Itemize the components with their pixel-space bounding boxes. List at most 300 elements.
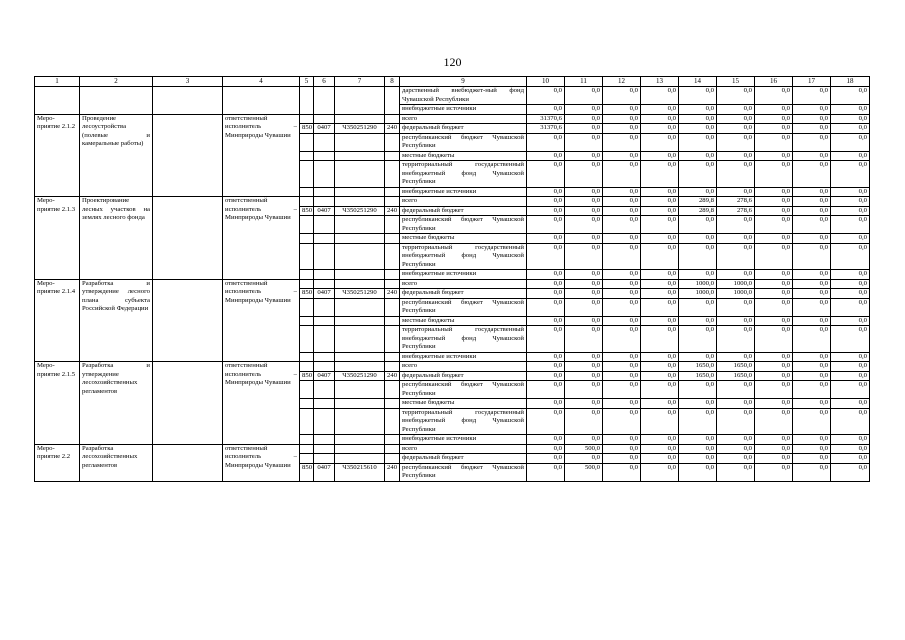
value-cell: 31370,6	[527, 124, 565, 134]
funding-source: всего	[400, 362, 527, 372]
value-cell: 0,0	[831, 133, 870, 151]
value-cell: 0,0	[793, 279, 831, 289]
value-cell: 0,0	[831, 435, 870, 445]
empty-cell	[385, 352, 400, 362]
value-cell: 0,0	[755, 216, 793, 234]
value-cell: 0,0	[565, 161, 603, 188]
value-cell: 0,0	[603, 161, 641, 188]
value-cell: 31370,6	[527, 114, 565, 124]
measure-name: Разработка и утверждение лесного плана субъекта Российской Федерации	[80, 279, 153, 362]
value-cell: 0,0	[565, 316, 603, 326]
column-number: 17	[793, 77, 831, 87]
page-number: 120	[443, 55, 462, 69]
value-cell: 0,0	[641, 87, 679, 105]
funding-source: внебюджетные источники	[400, 435, 527, 445]
empty-cell	[300, 298, 314, 316]
empty-cell	[300, 362, 314, 372]
value-cell: 0,0	[527, 243, 565, 270]
value-cell: 0,0	[793, 381, 831, 399]
empty-cell	[385, 270, 400, 280]
value-cell: 0,0	[793, 187, 831, 197]
table-row	[35, 197, 870, 207]
empty-cell	[300, 197, 314, 207]
value-cell: 0,0	[603, 187, 641, 197]
value-cell: 0,0	[527, 362, 565, 372]
empty-cell	[300, 114, 314, 124]
empty-cell	[314, 133, 335, 151]
value-cell: 0,0	[831, 444, 870, 454]
value-cell: 0,0	[831, 362, 870, 372]
value-cell: 0,0	[527, 161, 565, 188]
value-cell: 0,0	[565, 289, 603, 299]
empty-cell	[314, 326, 335, 353]
value-cell: 0,0	[679, 151, 717, 161]
value-cell: 0,0	[565, 216, 603, 234]
value-cell: 0,0	[793, 234, 831, 244]
value-cell: 289,8	[679, 206, 717, 216]
empty-cell	[335, 316, 385, 326]
empty-cell	[385, 133, 400, 151]
empty-cell	[314, 316, 335, 326]
empty-cell	[385, 326, 400, 353]
value-cell: 0,0	[831, 316, 870, 326]
empty-cell	[385, 151, 400, 161]
measure-name: Разработка и утверждение лесохозяйственных регламентов	[80, 362, 153, 445]
value-cell: 0,0	[641, 435, 679, 445]
empty-cell	[314, 444, 335, 454]
value-cell: 0,0	[603, 289, 641, 299]
value-cell: 0,0	[831, 151, 870, 161]
value-cell: 0,0	[831, 381, 870, 399]
empty-cell	[300, 381, 314, 399]
value-cell: 0,0	[793, 105, 831, 115]
value-cell: 0,0	[641, 289, 679, 299]
funding-source: республиканский бюджет Чувашской Республики	[400, 216, 527, 234]
value-cell: 0,0	[565, 326, 603, 353]
empty-cell	[385, 362, 400, 372]
table-row	[35, 279, 870, 289]
executor: ответственный исполнитель – Минприроды Чувашии	[223, 114, 300, 197]
column-number: 7	[335, 77, 385, 87]
empty-cell	[223, 87, 300, 115]
empty-cell	[300, 444, 314, 454]
funding-source: внебюджетные источники	[400, 105, 527, 115]
value-cell: 0,0	[565, 133, 603, 151]
value-cell: 0,0	[527, 234, 565, 244]
value-cell: 0,0	[679, 161, 717, 188]
value-cell: 0,0	[679, 105, 717, 115]
value-cell: 0,0	[831, 105, 870, 115]
value-cell: 0,0	[717, 463, 755, 481]
value-cell: 0,0	[527, 197, 565, 207]
value-cell: 0,0	[793, 151, 831, 161]
value-cell: 0,0	[793, 298, 831, 316]
value-cell: 0,0	[717, 234, 755, 244]
executor: ответственный исполнитель – Минприроды Чувашии	[223, 279, 300, 362]
value-cell: 0,0	[717, 444, 755, 454]
value-cell: 0,0	[603, 105, 641, 115]
value-cell: 0,0	[755, 234, 793, 244]
column-number-row	[35, 77, 870, 87]
empty-cell	[335, 408, 385, 435]
value-cell: 0,0	[603, 298, 641, 316]
value-cell: 0,0	[793, 114, 831, 124]
empty-cell	[314, 270, 335, 280]
value-cell: 0,0	[565, 87, 603, 105]
empty-cell	[300, 161, 314, 188]
value-cell: 0,0	[793, 243, 831, 270]
value-cell: 0,0	[755, 243, 793, 270]
column-number: 3	[153, 77, 223, 87]
value-cell: 0,0	[603, 316, 641, 326]
value-cell: 0,0	[755, 289, 793, 299]
value-cell: 0,0	[603, 371, 641, 381]
value-cell: 0,0	[793, 133, 831, 151]
value-cell: 0,0	[527, 289, 565, 299]
value-cell: 0,0	[793, 408, 831, 435]
empty-cell	[300, 352, 314, 362]
value-cell: 0,0	[793, 316, 831, 326]
empty-cell	[300, 234, 314, 244]
empty-cell	[314, 408, 335, 435]
value-cell: 0,0	[717, 399, 755, 409]
funding-source: федеральный бюджет	[400, 454, 527, 464]
value-cell: 0,0	[793, 124, 831, 134]
table-row	[35, 87, 870, 105]
funding-source: местные бюджеты	[400, 234, 527, 244]
value-cell: 0,0	[831, 463, 870, 481]
value-cell: 0,0	[755, 187, 793, 197]
empty-cell	[314, 279, 335, 289]
value-cell: 0,0	[603, 243, 641, 270]
value-cell: 0,0	[755, 371, 793, 381]
empty-cell	[335, 87, 385, 115]
value-cell: 0,0	[565, 187, 603, 197]
empty-cell	[314, 399, 335, 409]
value-cell: 0,0	[603, 463, 641, 481]
column-number: 1	[35, 77, 80, 87]
empty-cell	[385, 234, 400, 244]
value-cell: 0,0	[565, 243, 603, 270]
empty-cell	[300, 454, 314, 464]
value-cell: 0,0	[755, 124, 793, 134]
value-cell: 0,0	[641, 114, 679, 124]
empty-cell	[314, 87, 335, 115]
value-cell: 1650,0	[679, 362, 717, 372]
measure-name: Проектирование лесных участков на землях лесного фонда	[80, 197, 153, 280]
value-cell: 0,0	[641, 454, 679, 464]
target-article-code: Ч350251290	[335, 371, 385, 381]
value-cell: 0,0	[603, 435, 641, 445]
column-number: 6	[314, 77, 335, 87]
value-cell: 0,0	[527, 371, 565, 381]
column-number: 13	[641, 77, 679, 87]
column-number: 12	[603, 77, 641, 87]
value-cell: 0,0	[603, 352, 641, 362]
value-cell: 0,0	[641, 371, 679, 381]
value-cell: 0,0	[641, 463, 679, 481]
empty-cell	[153, 87, 223, 115]
value-cell: 0,0	[679, 435, 717, 445]
value-cell: 0,0	[755, 151, 793, 161]
empty-cell	[335, 326, 385, 353]
value-cell: 0,0	[565, 234, 603, 244]
value-cell: 0,0	[755, 399, 793, 409]
empty-cell	[153, 362, 223, 445]
value-cell: 0,0	[527, 326, 565, 353]
expense-type-code: 240	[385, 463, 400, 481]
target-article-code: Ч350251290	[335, 124, 385, 134]
value-cell: 0,0	[755, 279, 793, 289]
value-cell: 0,0	[755, 197, 793, 207]
empty-cell	[335, 187, 385, 197]
empty-cell	[314, 114, 335, 124]
budget-table	[34, 76, 870, 482]
value-cell: 0,0	[565, 206, 603, 216]
value-cell: 0,0	[527, 435, 565, 445]
value-cell: 0,0	[717, 298, 755, 316]
value-cell: 0,0	[831, 352, 870, 362]
value-cell: 0,0	[831, 161, 870, 188]
value-cell: 0,0	[565, 114, 603, 124]
value-cell: 0,0	[793, 87, 831, 105]
value-cell: 0,0	[793, 352, 831, 362]
column-number: 2	[80, 77, 153, 87]
value-cell: 0,0	[565, 362, 603, 372]
value-cell: 0,0	[603, 454, 641, 464]
empty-cell	[385, 316, 400, 326]
value-cell: 0,0	[831, 326, 870, 353]
value-cell: 0,0	[603, 362, 641, 372]
empty-cell	[335, 435, 385, 445]
empty-cell	[335, 454, 385, 464]
value-cell: 0,0	[679, 408, 717, 435]
empty-cell	[335, 243, 385, 270]
value-cell: 0,0	[565, 151, 603, 161]
empty-cell	[335, 197, 385, 207]
value-cell: 0,0	[831, 298, 870, 316]
value-cell: 0,0	[717, 352, 755, 362]
column-number: 9	[400, 77, 527, 87]
funding-source: всего	[400, 197, 527, 207]
value-cell: 500,0	[565, 463, 603, 481]
value-cell: 0,0	[603, 444, 641, 454]
value-cell: 500,0	[565, 444, 603, 454]
measure-name: Проведение лесоустройства (полевые и камеральные работы)	[80, 114, 153, 197]
value-cell: 0,0	[717, 326, 755, 353]
value-cell: 0,0	[831, 243, 870, 270]
grbs-code: 850	[300, 289, 314, 299]
value-cell: 0,0	[831, 114, 870, 124]
value-cell: 0,0	[831, 197, 870, 207]
value-cell: 0,0	[527, 298, 565, 316]
value-cell: 0,0	[717, 454, 755, 464]
value-cell: 0,0	[679, 326, 717, 353]
table-row	[35, 362, 870, 372]
value-cell: 0,0	[755, 298, 793, 316]
value-cell: 0,0	[641, 187, 679, 197]
empty-cell	[335, 133, 385, 151]
value-cell: 0,0	[755, 133, 793, 151]
value-cell: 0,0	[603, 381, 641, 399]
value-cell: 0,0	[717, 381, 755, 399]
empty-cell	[314, 362, 335, 372]
value-cell: 0,0	[641, 408, 679, 435]
value-cell: 0,0	[527, 279, 565, 289]
empty-cell	[385, 444, 400, 454]
value-cell: 0,0	[755, 326, 793, 353]
empty-cell	[314, 187, 335, 197]
value-cell: 0,0	[793, 435, 831, 445]
value-cell: 0,0	[565, 105, 603, 115]
empty-cell	[300, 151, 314, 161]
empty-cell	[385, 197, 400, 207]
funding-source: федеральный бюджет	[400, 371, 527, 381]
value-cell: 0,0	[793, 371, 831, 381]
empty-cell	[153, 114, 223, 197]
empty-cell	[300, 316, 314, 326]
value-cell: 0,0	[603, 114, 641, 124]
empty-cell	[300, 435, 314, 445]
funding-source: дарственный внебюджет-ный фонд Чувашской Республики	[400, 87, 527, 105]
empty-cell	[335, 151, 385, 161]
executor: ответственный исполнитель – Минприроды Чувашии	[223, 362, 300, 445]
value-cell: 0,0	[603, 270, 641, 280]
column-number: 8	[385, 77, 400, 87]
value-cell: 0,0	[527, 399, 565, 409]
grbs-code: 850	[300, 463, 314, 481]
empty-cell	[300, 243, 314, 270]
empty-cell	[314, 161, 335, 188]
value-cell: 0,0	[565, 270, 603, 280]
value-cell: 0,0	[641, 326, 679, 353]
value-cell: 1650,0	[717, 371, 755, 381]
value-cell: 0,0	[527, 352, 565, 362]
value-cell: 0,0	[527, 206, 565, 216]
value-cell: 0,0	[831, 289, 870, 299]
empty-cell	[335, 216, 385, 234]
value-cell: 0,0	[831, 270, 870, 280]
empty-cell	[300, 270, 314, 280]
value-cell: 0,0	[755, 206, 793, 216]
measure-name: Разработка лесохозяйственных регламентов	[80, 444, 153, 481]
empty-cell	[153, 444, 223, 481]
value-cell: 0,0	[717, 187, 755, 197]
value-cell: 1650,0	[679, 371, 717, 381]
value-cell: 0,0	[793, 399, 831, 409]
empty-cell	[385, 114, 400, 124]
measure-id: Меро-приятие 2.1.3	[35, 197, 80, 280]
value-cell: 0,0	[641, 105, 679, 115]
value-cell: 0,0	[717, 216, 755, 234]
value-cell: 0,0	[793, 463, 831, 481]
funding-source: внебюджетные источники	[400, 352, 527, 362]
value-cell: 0,0	[717, 161, 755, 188]
empty-cell	[385, 435, 400, 445]
funding-source: территориальный государственный внебюджетный фонд Чувашской Республики	[400, 326, 527, 353]
empty-cell	[335, 352, 385, 362]
empty-cell	[314, 234, 335, 244]
column-number: 14	[679, 77, 717, 87]
value-cell: 0,0	[679, 381, 717, 399]
value-cell: 0,0	[793, 444, 831, 454]
funding-source: федеральный бюджет	[400, 124, 527, 134]
empty-cell	[385, 279, 400, 289]
value-cell: 0,0	[831, 408, 870, 435]
value-cell: 0,0	[527, 105, 565, 115]
value-cell: 0,0	[603, 279, 641, 289]
empty-cell	[335, 298, 385, 316]
value-cell: 0,0	[679, 298, 717, 316]
value-cell: 0,0	[679, 399, 717, 409]
empty-cell	[335, 399, 385, 409]
value-cell: 0,0	[603, 206, 641, 216]
value-cell: 0,0	[793, 161, 831, 188]
empty-cell	[385, 408, 400, 435]
target-article-code: Ч350251290	[335, 289, 385, 299]
value-cell: 0,0	[565, 399, 603, 409]
value-cell: 0,0	[755, 408, 793, 435]
empty-cell	[300, 399, 314, 409]
funding-source: внебюджетные источники	[400, 270, 527, 280]
grbs-code: 850	[300, 371, 314, 381]
value-cell: 0,0	[527, 187, 565, 197]
value-cell: 0,0	[527, 87, 565, 105]
value-cell: 0,0	[831, 371, 870, 381]
funding-source: территориальный государственный внебюджетный фонд Чувашской Республики	[400, 408, 527, 435]
value-cell: 1000,0	[717, 289, 755, 299]
value-cell: 0,0	[717, 151, 755, 161]
value-cell: 0,0	[603, 399, 641, 409]
value-cell: 0,0	[717, 87, 755, 105]
empty-cell	[300, 87, 314, 115]
column-number: 11	[565, 77, 603, 87]
section-code: 0407	[314, 463, 335, 481]
empty-cell	[300, 279, 314, 289]
funding-source: республиканский бюджет Чувашской Республики	[400, 463, 527, 481]
empty-cell	[385, 187, 400, 197]
value-cell: 1650,0	[717, 362, 755, 372]
value-cell: 1000,0	[679, 289, 717, 299]
value-cell: 0,0	[831, 399, 870, 409]
table-body	[35, 77, 870, 482]
value-cell: 0,0	[565, 454, 603, 464]
value-cell: 0,0	[641, 234, 679, 244]
table-row	[35, 114, 870, 124]
value-cell: 0,0	[679, 454, 717, 464]
value-cell: 0,0	[527, 408, 565, 435]
value-cell: 0,0	[793, 454, 831, 464]
value-cell: 0,0	[755, 381, 793, 399]
empty-cell	[314, 352, 335, 362]
empty-cell	[300, 216, 314, 234]
empty-cell	[300, 326, 314, 353]
empty-cell	[35, 87, 80, 115]
value-cell: 0,0	[679, 243, 717, 270]
value-cell: 0,0	[527, 381, 565, 399]
column-number: 5	[300, 77, 314, 87]
expense-type-code: 240	[385, 371, 400, 381]
value-cell: 0,0	[641, 381, 679, 399]
empty-cell	[314, 216, 335, 234]
table-row	[35, 444, 870, 454]
expense-type-code: 240	[385, 289, 400, 299]
value-cell: 0,0	[717, 316, 755, 326]
empty-cell	[385, 298, 400, 316]
value-cell: 0,0	[679, 234, 717, 244]
funding-source: федеральный бюджет	[400, 206, 527, 216]
value-cell: 0,0	[717, 105, 755, 115]
